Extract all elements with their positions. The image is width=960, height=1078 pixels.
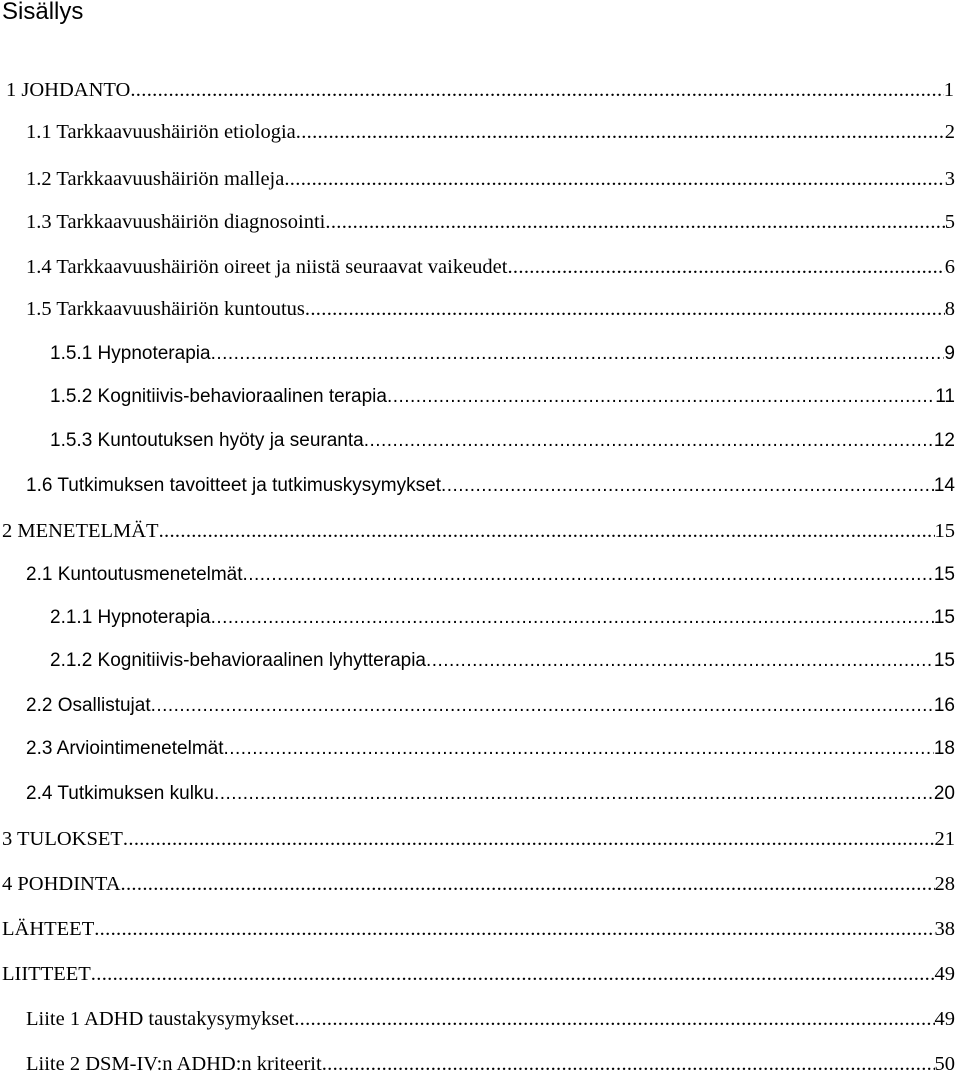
toc-leader-dots: [91, 960, 935, 988]
toc-entry-text: 1.5.1 Hypnoterapia: [50, 343, 211, 364]
toc-entry-text: 1.1 Tarkkaavuushäiriön etiologia: [26, 121, 296, 143]
toc-entry[interactable]: [26, 561, 955, 589]
toc-entry-text: 3 TULOKSET: [2, 828, 123, 850]
toc-entry[interactable]: [26, 692, 955, 720]
toc-leader-dots: [130, 76, 943, 104]
toc-entry[interactable]: [2, 870, 955, 898]
toc-entry-page: 8: [944, 298, 955, 320]
toc-entry-text: 1.3 Tarkkaavuushäiriön diagnosointi: [26, 211, 326, 233]
toc-entry[interactable]: [26, 165, 955, 193]
toc-leader-dots: [296, 118, 945, 146]
toc-entry-text: 1.5 Tarkkaavuushäiriön kuntoutus: [26, 298, 305, 320]
toc-entry[interactable]: [2, 517, 955, 545]
toc-entry-page: 38: [934, 918, 955, 940]
toc-leader-dots: [387, 383, 935, 411]
toc-entry-text: 2.3 Arviointimenetelmät: [26, 738, 224, 759]
toc-entry-text: 2.4 Tutkimuksen kulku: [26, 783, 214, 804]
toc-leader-dots: [507, 253, 944, 281]
toc-entry-text: LIITTEET: [2, 963, 91, 985]
toc-entry-text: 1.2 Tarkkaavuushäiriön malleja: [26, 168, 285, 190]
toc-entry-text: 1.6 Tutkimuksen tavoitteet ja tutkimuskysymykset: [26, 475, 441, 496]
toc-entry-page: 21: [934, 828, 955, 850]
toc-entry-text: 1.5.2 Kognitiivis-behavioraalinen terapia: [50, 386, 387, 407]
toc-entry[interactable]: [50, 647, 955, 675]
toc-entry-page: 15: [933, 650, 955, 671]
toc-entry[interactable]: [26, 780, 955, 808]
toc-entry-page: 18: [933, 738, 955, 759]
toc-leader-dots: [364, 427, 934, 455]
toc-entry[interactable]: [2, 825, 955, 853]
toc-entry-page: 5: [944, 211, 955, 233]
toc-entry-page: 2: [944, 121, 955, 143]
toc-leader-dots: [441, 472, 934, 500]
toc-leader-dots: [211, 604, 934, 632]
toc-entry-text: LÄHTEET: [2, 918, 95, 940]
toc-entry[interactable]: [26, 118, 955, 146]
toc-entry-page: 50: [934, 1053, 955, 1075]
toc-entry-text: 2.1.2 Kognitiivis-behavioraalinen lyhytterapia: [50, 650, 427, 671]
toc-entry-page: 11: [935, 386, 955, 407]
toc-entry-text: 2.1 Kuntoutusmenetelmät: [26, 564, 243, 585]
toc-entry-text: Liite 2 DSM-IV:n ADHD:n kriteerit: [26, 1053, 322, 1075]
toc-entry-page: 49: [934, 963, 955, 985]
toc-entry-text: Liite 1 ADHD taustakysymykset: [26, 1008, 295, 1030]
toc-entry-page: 49: [934, 1008, 955, 1030]
toc-leader-dots: [224, 735, 934, 763]
toc-entry-page: 15: [933, 564, 955, 585]
toc-entry[interactable]: [50, 383, 955, 411]
toc-entry[interactable]: [50, 604, 955, 632]
toc-leader-dots: [214, 780, 934, 808]
toc-leader-dots: [305, 295, 945, 323]
toc-entry[interactable]: [26, 472, 955, 500]
toc-entry-text: 2.2 Osallistujat: [26, 695, 151, 716]
toc-entry-page: 15: [933, 607, 955, 628]
toc-entry-page: 12: [933, 430, 955, 451]
toc-leader-dots: [159, 517, 935, 545]
toc-entry[interactable]: [6, 76, 954, 104]
toc-leader-dots: [123, 825, 935, 853]
toc-leader-dots: [426, 647, 934, 675]
toc-leader-dots: [121, 870, 935, 898]
toc-leader-dots: [284, 165, 944, 193]
toc-entry[interactable]: [50, 427, 955, 455]
toc-entry-text: 4 POHDINTA: [2, 873, 121, 895]
toc-entry[interactable]: [26, 1005, 955, 1033]
toc-entry[interactable]: [26, 208, 955, 236]
toc-entry[interactable]: [26, 735, 955, 763]
toc-entry-page: 20: [933, 783, 955, 804]
toc-entry[interactable]: [26, 253, 955, 281]
toc-leader-dots: [325, 208, 944, 236]
toc-entry[interactable]: [2, 915, 955, 943]
toc-entry-page: 14: [933, 475, 955, 496]
toc-entry-text: 2 MENETELMÄT: [2, 520, 159, 542]
toc-entry[interactable]: [26, 295, 955, 323]
toc-entry[interactable]: [50, 340, 955, 368]
toc-entry-page: 28: [934, 873, 955, 895]
toc-entry-page: 9: [944, 343, 955, 364]
toc-entry-text: 1.5.3 Kuntoutuksen hyöty ja seuranta: [50, 430, 364, 451]
toc-title: Sisällys: [2, 0, 84, 25]
toc-entry-page: 1: [943, 79, 954, 101]
toc-entry-page: 3: [944, 168, 955, 190]
toc-leader-dots: [94, 915, 934, 943]
toc-entry[interactable]: [2, 960, 955, 988]
toc-entry-page: 6: [944, 256, 955, 278]
toc-entry-page: 15: [934, 520, 955, 542]
toc-leader-dots: [211, 340, 945, 368]
toc-leader-dots: [151, 692, 934, 720]
toc-entry-text: 2.1.1 Hypnoterapia: [50, 607, 211, 628]
toc-entry-text: 1.4 Tarkkaavuushäiriön oireet ja niistä seuraavat vaikeudet: [26, 256, 508, 278]
toc-entry-page: 16: [933, 695, 955, 716]
toc-leader-dots: [243, 561, 934, 589]
toc-entry-text: 1 JOHDANTO: [6, 79, 131, 101]
toc-leader-dots: [294, 1005, 934, 1033]
